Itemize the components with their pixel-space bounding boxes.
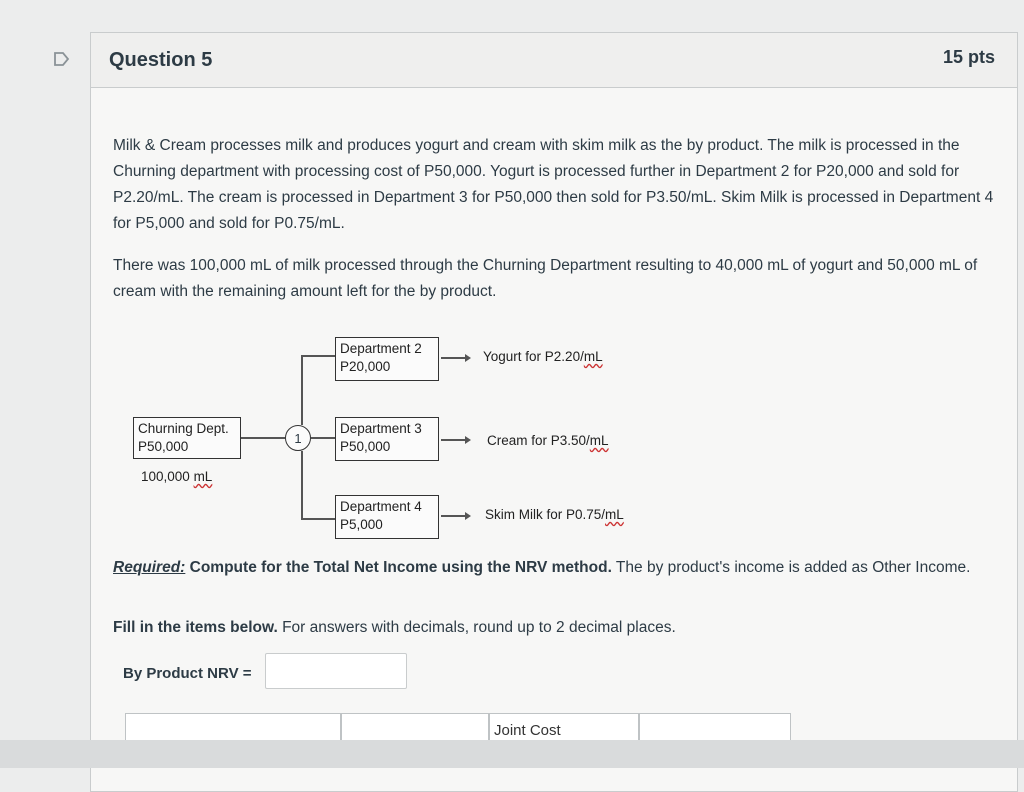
department-4-cost: P5,000	[340, 517, 383, 532]
fill-bold: Fill in the items below.	[113, 619, 278, 636]
cream-price-unit: mL	[589, 433, 609, 448]
by-product-nrv-label: By Product NRV =	[123, 665, 252, 682]
arrow-to-yogurt	[441, 357, 469, 359]
by-product-nrv-input[interactable]	[265, 653, 407, 689]
yogurt-price-text: Yogurt for P2.20/	[483, 349, 584, 364]
question-points: 15 pts	[942, 47, 995, 67]
fill-instructions	[113, 615, 1003, 641]
bottom-bar	[0, 740, 1024, 768]
skim-milk-price-unit: mL	[605, 507, 624, 522]
connector-line	[301, 518, 335, 520]
cream-price	[487, 433, 609, 448]
yogurt-price-unit: mL	[583, 349, 603, 364]
required-text	[113, 555, 1003, 581]
table-header-label: Joint Cost	[494, 722, 561, 739]
arrow-to-cream	[441, 439, 469, 441]
required-rest: The by product's income is added as Other Income.	[611, 559, 971, 576]
department-3-name: Department 3	[340, 421, 422, 436]
department-3-box	[335, 417, 439, 461]
department-2-box	[335, 337, 439, 381]
yogurt-price	[483, 349, 603, 364]
fill-rest: For answers with decimals, round up to 2 decimal places.	[277, 619, 676, 636]
required-bold: Compute for the Total Net Income using the NRV method.	[185, 559, 612, 576]
connector-line	[301, 355, 303, 425]
churning-dept-box	[133, 417, 241, 459]
department-4-box	[335, 495, 439, 539]
question-paragraph-2: There was 100,000 mL of milk processed through the Churning Department resulting to 40,000 mL of yogurt and 50,000 mL of cream with the remaining amount left for the by product.	[113, 257, 978, 300]
required-label: Required:	[113, 559, 186, 576]
department-2-cost: P20,000	[340, 359, 391, 374]
churning-dept-name: Churning Dept.	[138, 421, 229, 436]
department-3-cost: P50,000	[340, 439, 391, 454]
churning-volume	[141, 469, 212, 484]
split-off-point: 1	[285, 425, 311, 451]
department-2-name: Department 2	[340, 341, 422, 356]
question-paragraph-1: Milk & Cream processes milk and produces yogurt and cream with skim milk as the by product. The milk is processed in the Churning department with processing cost of P50,000. Yogurt is processed further in Department 2 for P20,000 and sold for P2.20/mL. The cream is processed in Department 3 for P50,000 then sold for P3.50/mL. Skim Milk is processed in Department 4 for P5,000 and sold for P0.75/mL.	[113, 137, 994, 232]
churning-dept-cost: P50,000	[138, 439, 189, 454]
arrow-to-skim-milk	[441, 515, 469, 517]
cream-price-text: Cream for P3.50/	[487, 433, 590, 448]
skim-milk-price-text: Skim Milk for P0.75/	[485, 507, 606, 522]
connector-line	[301, 355, 335, 357]
question-title: Question 5	[109, 49, 213, 71]
department-4-name: Department 4	[340, 499, 422, 514]
connector-line	[301, 451, 303, 519]
question-panel	[90, 32, 1018, 792]
churning-volume-amount: 100,000	[141, 469, 194, 484]
connector-line	[241, 437, 285, 439]
flag-icon[interactable]	[54, 52, 70, 66]
churning-volume-unit: mL	[193, 469, 213, 484]
skim-milk-price	[485, 507, 624, 522]
question-header	[91, 33, 1017, 88]
connector-line	[311, 437, 335, 439]
